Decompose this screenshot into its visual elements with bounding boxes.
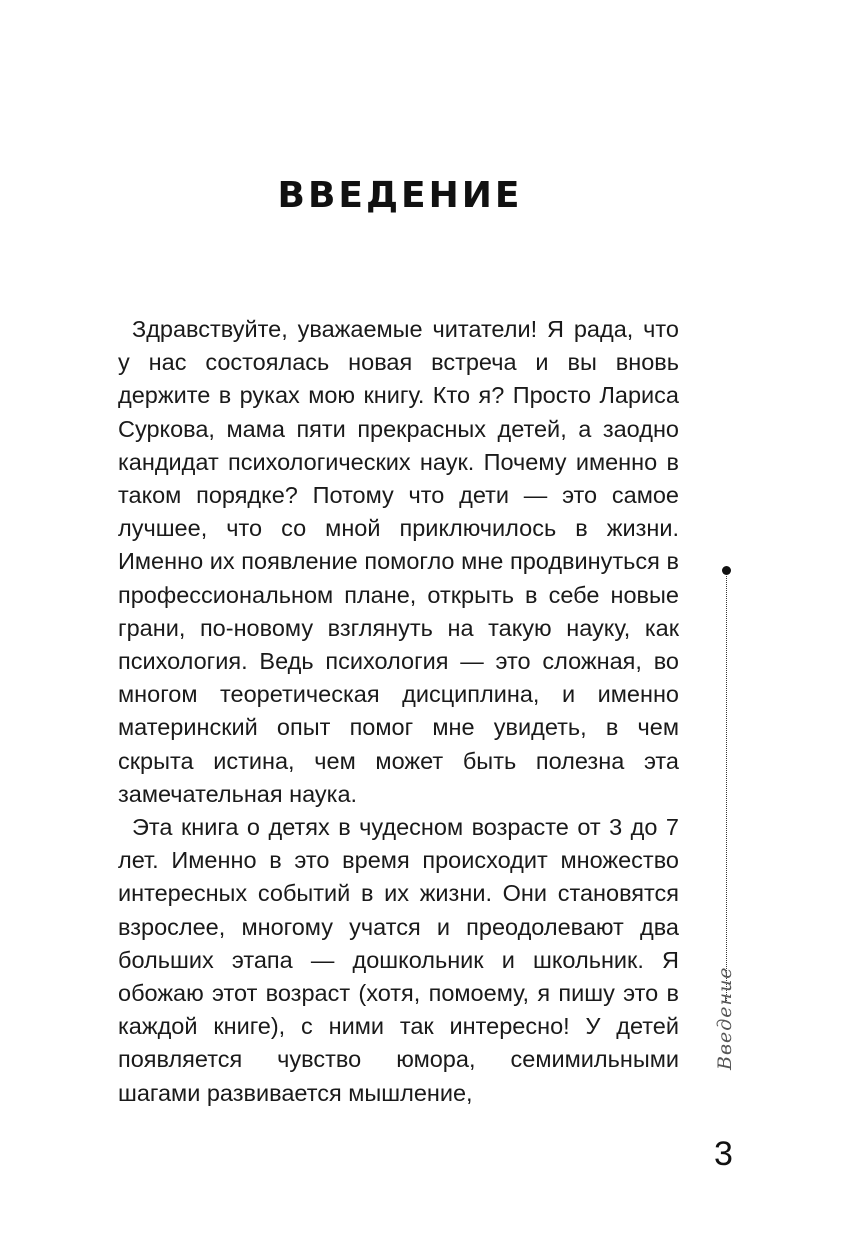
body-text: [118, 313, 679, 1110]
paragraph-1: Здравствуйте, уважаемые читатели! Я рада, что у нас состоялась новая встреча и вы вновь держите в руках мою книгу. Кто я? Просто Лариса Суркова, мама пяти прекрасных детей, а заодно кандидат психологических наук. Почему именно в таком порядке? Потому что дети — это самое лучшее, что со мной приключилось в жизни. Именно их появление помогло мне продвинуться в профессиональном плане, открыть в себе новые грани, по-новому взглянуть на такую науку, как психология. Ведь психология — это сложная, во многом теоретическая дисциплина, и именно материнский опыт помог мне увидеть, в чем скрыта истина, чем может быть полезна эта замечательная наука.: [118, 316, 679, 807]
running-head: Введение: [714, 966, 736, 1070]
running-head-dot: [722, 566, 731, 575]
page-number: 3: [714, 1135, 733, 1173]
chapter-title: ВВЕДЕНИЕ: [277, 175, 523, 217]
paragraph-2: Эта книга о детях в чудесном возрасте от 3 до 7 лет. Именно в это время происходит множество интересных событий в их жизни. Они становятся взрослее, многому учатся и преодолевают два больших этапа — дошкольник и школьник. Я обожаю этот возраст (хотя, помоему, я пишу это в каждой книге), с ними так интересно! У детей появляется чувство юмора, семимильными шагами развивается мышление,: [118, 814, 679, 1106]
running-head-dotted-rule: [726, 576, 727, 1003]
